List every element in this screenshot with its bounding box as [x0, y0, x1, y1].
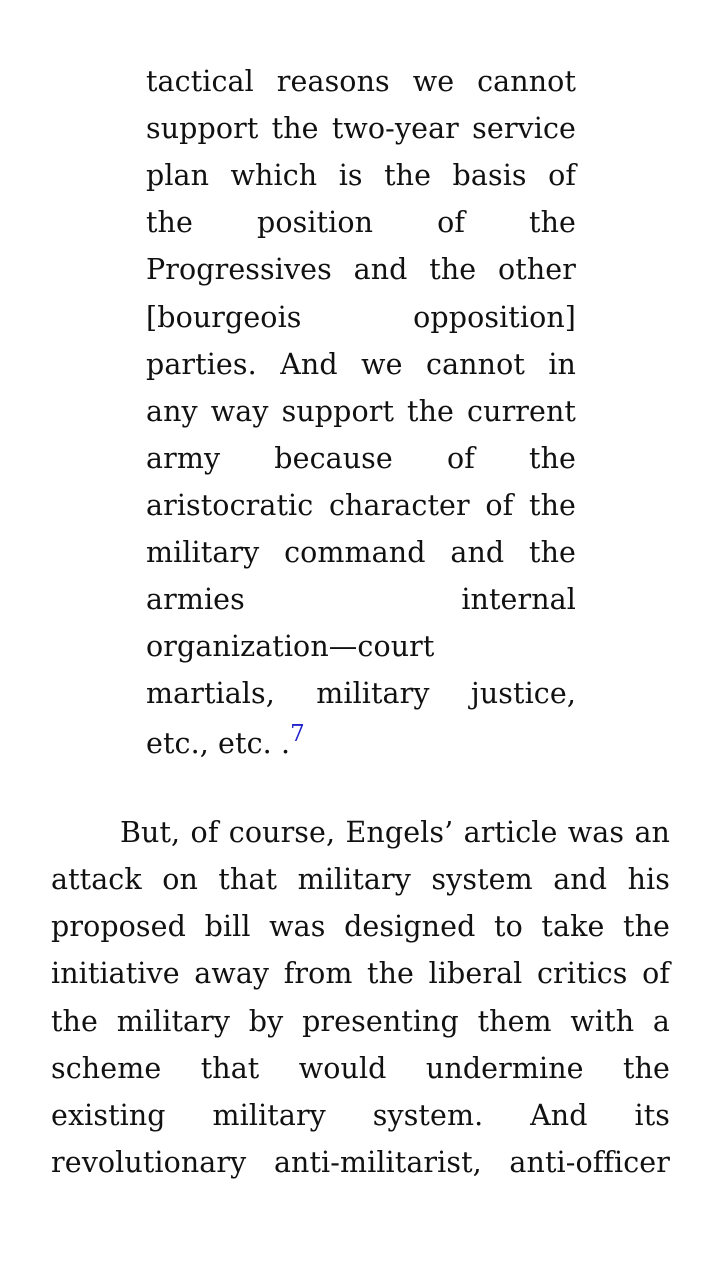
paragraph-line: initiative away from the liberal critics of: [51, 957, 670, 990]
paragraph-line: But, of course, Engels’ article was an: [120, 816, 670, 849]
quote-line: [bourgeois opposition]: [146, 301, 576, 334]
paragraph-line: scheme that would undermine the: [51, 1052, 670, 1085]
paragraph-line: attack on that military system and his: [51, 863, 670, 896]
quote-last-line: [146, 720, 576, 767]
quote-line: organization—court: [146, 630, 435, 663]
quote-line: plan which is the basis of: [146, 159, 576, 192]
quote-line: aristocratic character of the: [146, 489, 576, 522]
quote-line: martials, military justice,: [146, 677, 576, 710]
paragraph-line: existing military system. And its: [51, 1099, 670, 1132]
paragraph-line: proposed bill was designed to take the: [51, 910, 670, 943]
quote-line-text: etc., etc. .: [146, 727, 291, 760]
paragraph-line: revolutionary anti-militarist, anti-officer: [51, 1146, 670, 1179]
quote-line: military command and the: [146, 536, 576, 569]
footnote-link[interactable]: 7: [290, 721, 305, 747]
quote-line: any way support the current: [146, 395, 576, 428]
paragraph-line: the military by presenting them with a: [51, 1005, 670, 1038]
quote-line: army because of the: [146, 442, 576, 475]
quote-line: Progressives and the other: [146, 253, 576, 286]
quote-line: parties. And we cannot in: [146, 348, 576, 381]
quote-line: tactical reasons we cannot: [146, 65, 576, 98]
quote-line: armies internal: [146, 583, 576, 616]
quote-line: the position of the: [146, 206, 576, 239]
quote-line: support the two-year service: [146, 112, 576, 145]
